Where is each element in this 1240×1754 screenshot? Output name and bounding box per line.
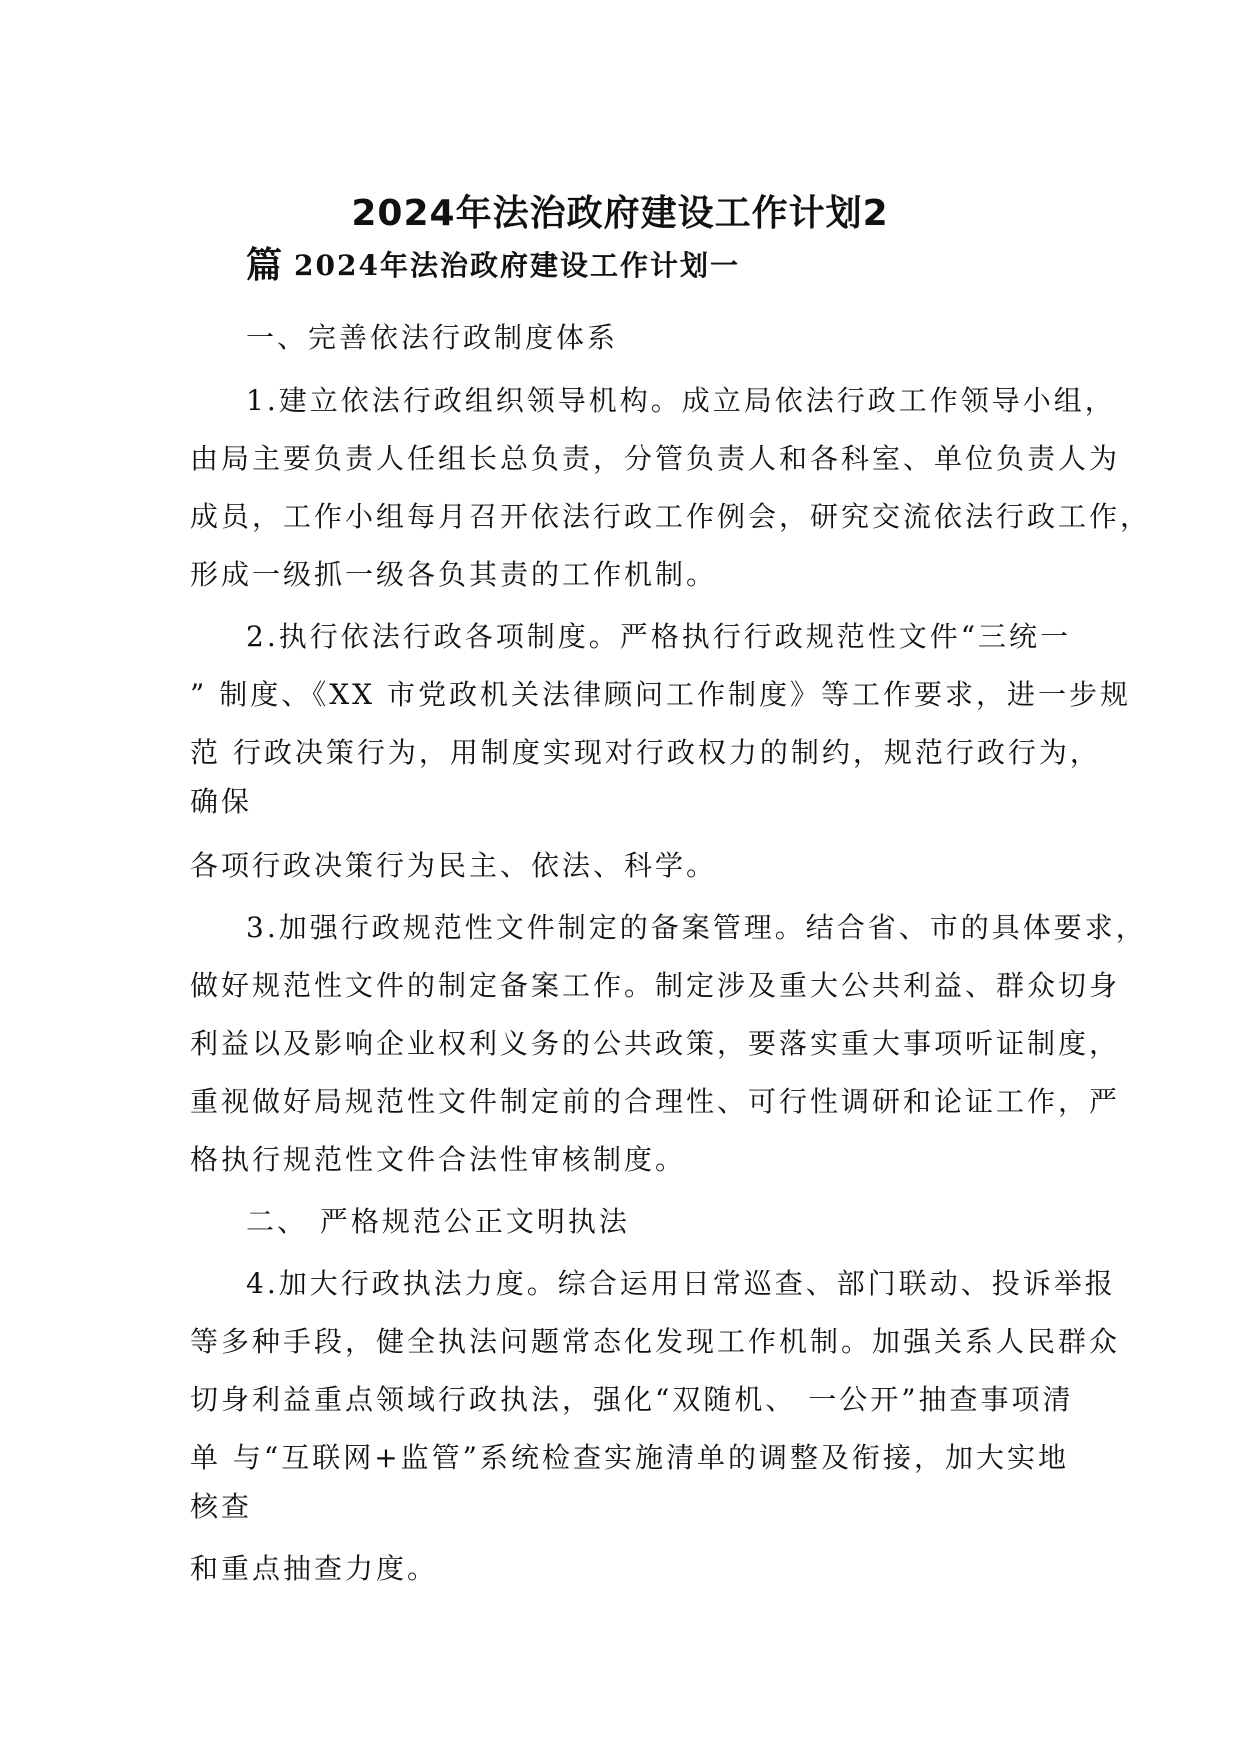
body-line: 切身利益重点领域行政执法，强化“双随机、 一公开”抽查事项清 bbox=[190, 1383, 1074, 1416]
body-line: 重视做好局规范性文件制定前的合理性、可行性调研和论证工作，严 bbox=[190, 1085, 1121, 1118]
page-title: 2024年法治政府建设工作计划2 bbox=[351, 193, 889, 234]
subtitle-prefix: 篇 bbox=[246, 245, 283, 286]
body-line: 成员，工作小组每月召开依法行政工作例会，研究交流依法行政工作， bbox=[190, 500, 1152, 533]
body-line: 等多种手段，健全执法问题常态化发现工作机制。加强关系人民群众 bbox=[190, 1325, 1121, 1358]
body-line: ” 制度、《XX 市党政机关法律顾问工作制度》等工作要求，进一步规 bbox=[190, 678, 1131, 711]
body-line: 做好规范性文件的制定备案工作。制定涉及重大公共利益、群众切身 bbox=[190, 969, 1121, 1002]
body-line: 和重点抽查力度。 bbox=[190, 1552, 439, 1585]
section-subtitle bbox=[246, 246, 740, 286]
body-line: 确保 bbox=[190, 785, 253, 818]
body-line: 二、 严格规范公正文明执法 bbox=[246, 1205, 630, 1238]
body-line: 单 与“互联网+监管”系统检查实施清单的调整及衔接，加大实地 bbox=[190, 1441, 1069, 1474]
body-line: 格执行规范性文件合法性审核制度。 bbox=[190, 1143, 687, 1176]
body-line: 利益以及影响企业权利义务的公共政策，要落实重大事项听证制度， bbox=[190, 1027, 1121, 1060]
body-line: 形成一级抓一级各负其责的工作机制。 bbox=[190, 558, 718, 591]
body-line: 一、完善依法行政制度体系 bbox=[246, 321, 619, 354]
body-line: 范 行政决策行为，用制度实现对行政权力的制约，规范行政行为， bbox=[190, 736, 1101, 769]
body-line: 由局主要负责人任组长总负责，分管负责人和各科室、单位负责人为 bbox=[190, 442, 1121, 475]
body-line: 1.建立依法行政组织领导机构。成立局依法行政工作领导小组， bbox=[246, 384, 1116, 417]
body-line: 3.加强行政规范性文件制定的备案管理。结合省、市的具体要求， bbox=[246, 911, 1147, 944]
subtitle-text: 2024年法治政府建设工作计划一 bbox=[294, 249, 740, 282]
body-line: 4.加大行政执法力度。综合运用日常巡查、部门联动、投诉举报 bbox=[246, 1267, 1116, 1300]
body-line: 核查 bbox=[190, 1490, 253, 1523]
body-line: 各项行政决策行为民主、依法、科学。 bbox=[190, 849, 718, 882]
body-line: 2.执行依法行政各项制度。严格执行行政规范性文件“三统一 bbox=[246, 620, 1072, 653]
